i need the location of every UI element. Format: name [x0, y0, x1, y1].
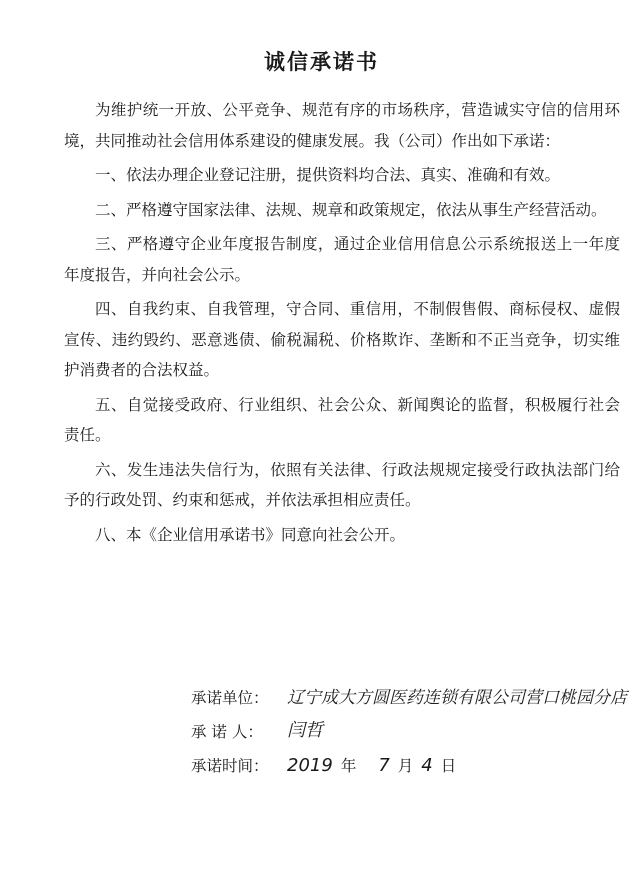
commitment-item-4: 四、自我约束、自我管理，守合同、重信用，不制假售假、商标侵权、虚假宣传、违约毁约、恶意逃债、偷税漏税、价格欺诈、垄断和不正当竞争，切实维护消费者的合法权益。	[64, 300, 620, 379]
commitment-item-6: 六、发生违法失信行为，依照有关法律、行政法规规定接受行政执法部门给予的行政处罚、约束和惩戒，并依法承担相应责任。	[64, 460, 620, 509]
person-label: 承 诺 人：	[191, 723, 263, 741]
person-row	[191, 708, 627, 742]
day-handwritten: 4	[421, 755, 433, 776]
unit-label: 承诺单位：	[191, 689, 269, 707]
person-signature: 闫哲	[287, 720, 323, 741]
commitment-item-1: 一、依法办理企业登记注册，提供资料均合法、真实、准确和有效。	[95, 166, 561, 184]
document-title: 诚信承诺书	[264, 49, 379, 74]
date-line	[287, 754, 456, 776]
time-row	[191, 742, 627, 776]
commitment-item-8: 八、本《企业信用承诺书》同意向社会公开。	[95, 525, 406, 544]
month-handwritten: 7	[378, 755, 390, 776]
commitment-item-3: 三、严格遵守企业年度报告制度，通过企业信用信息公示系统报送上一年度年度报告，并向社会公示。	[64, 235, 620, 284]
intro-paragraph: 为维护统一开放、公平竞争、规范有序的市场秩序，营造诚实守信的信用环境，共同推动社会信用体系建设的健康发展。我（公司）作出如下承诺：	[64, 101, 620, 150]
unit-handwritten: 辽宁成大方圆医药连锁有限公司营口桃园分店	[287, 688, 627, 708]
time-label: 承诺时间：	[191, 757, 269, 775]
year-unit: 年	[340, 757, 357, 775]
commitment-item-5: 五、自觉接受政府、行业组织、社会公众、新闻舆论的监督，积极履行社会责任。	[64, 395, 620, 444]
signature-block	[191, 674, 627, 776]
month-unit: 月	[397, 757, 414, 775]
commitment-item-2: 二、严格遵守国家法律、法规、规章和政策规定，依法从事生产经营活动。	[95, 200, 607, 219]
day-unit: 日	[440, 757, 457, 775]
document-body	[64, 95, 620, 554]
unit-row	[191, 674, 627, 708]
year-handwritten: 2019	[287, 755, 333, 776]
